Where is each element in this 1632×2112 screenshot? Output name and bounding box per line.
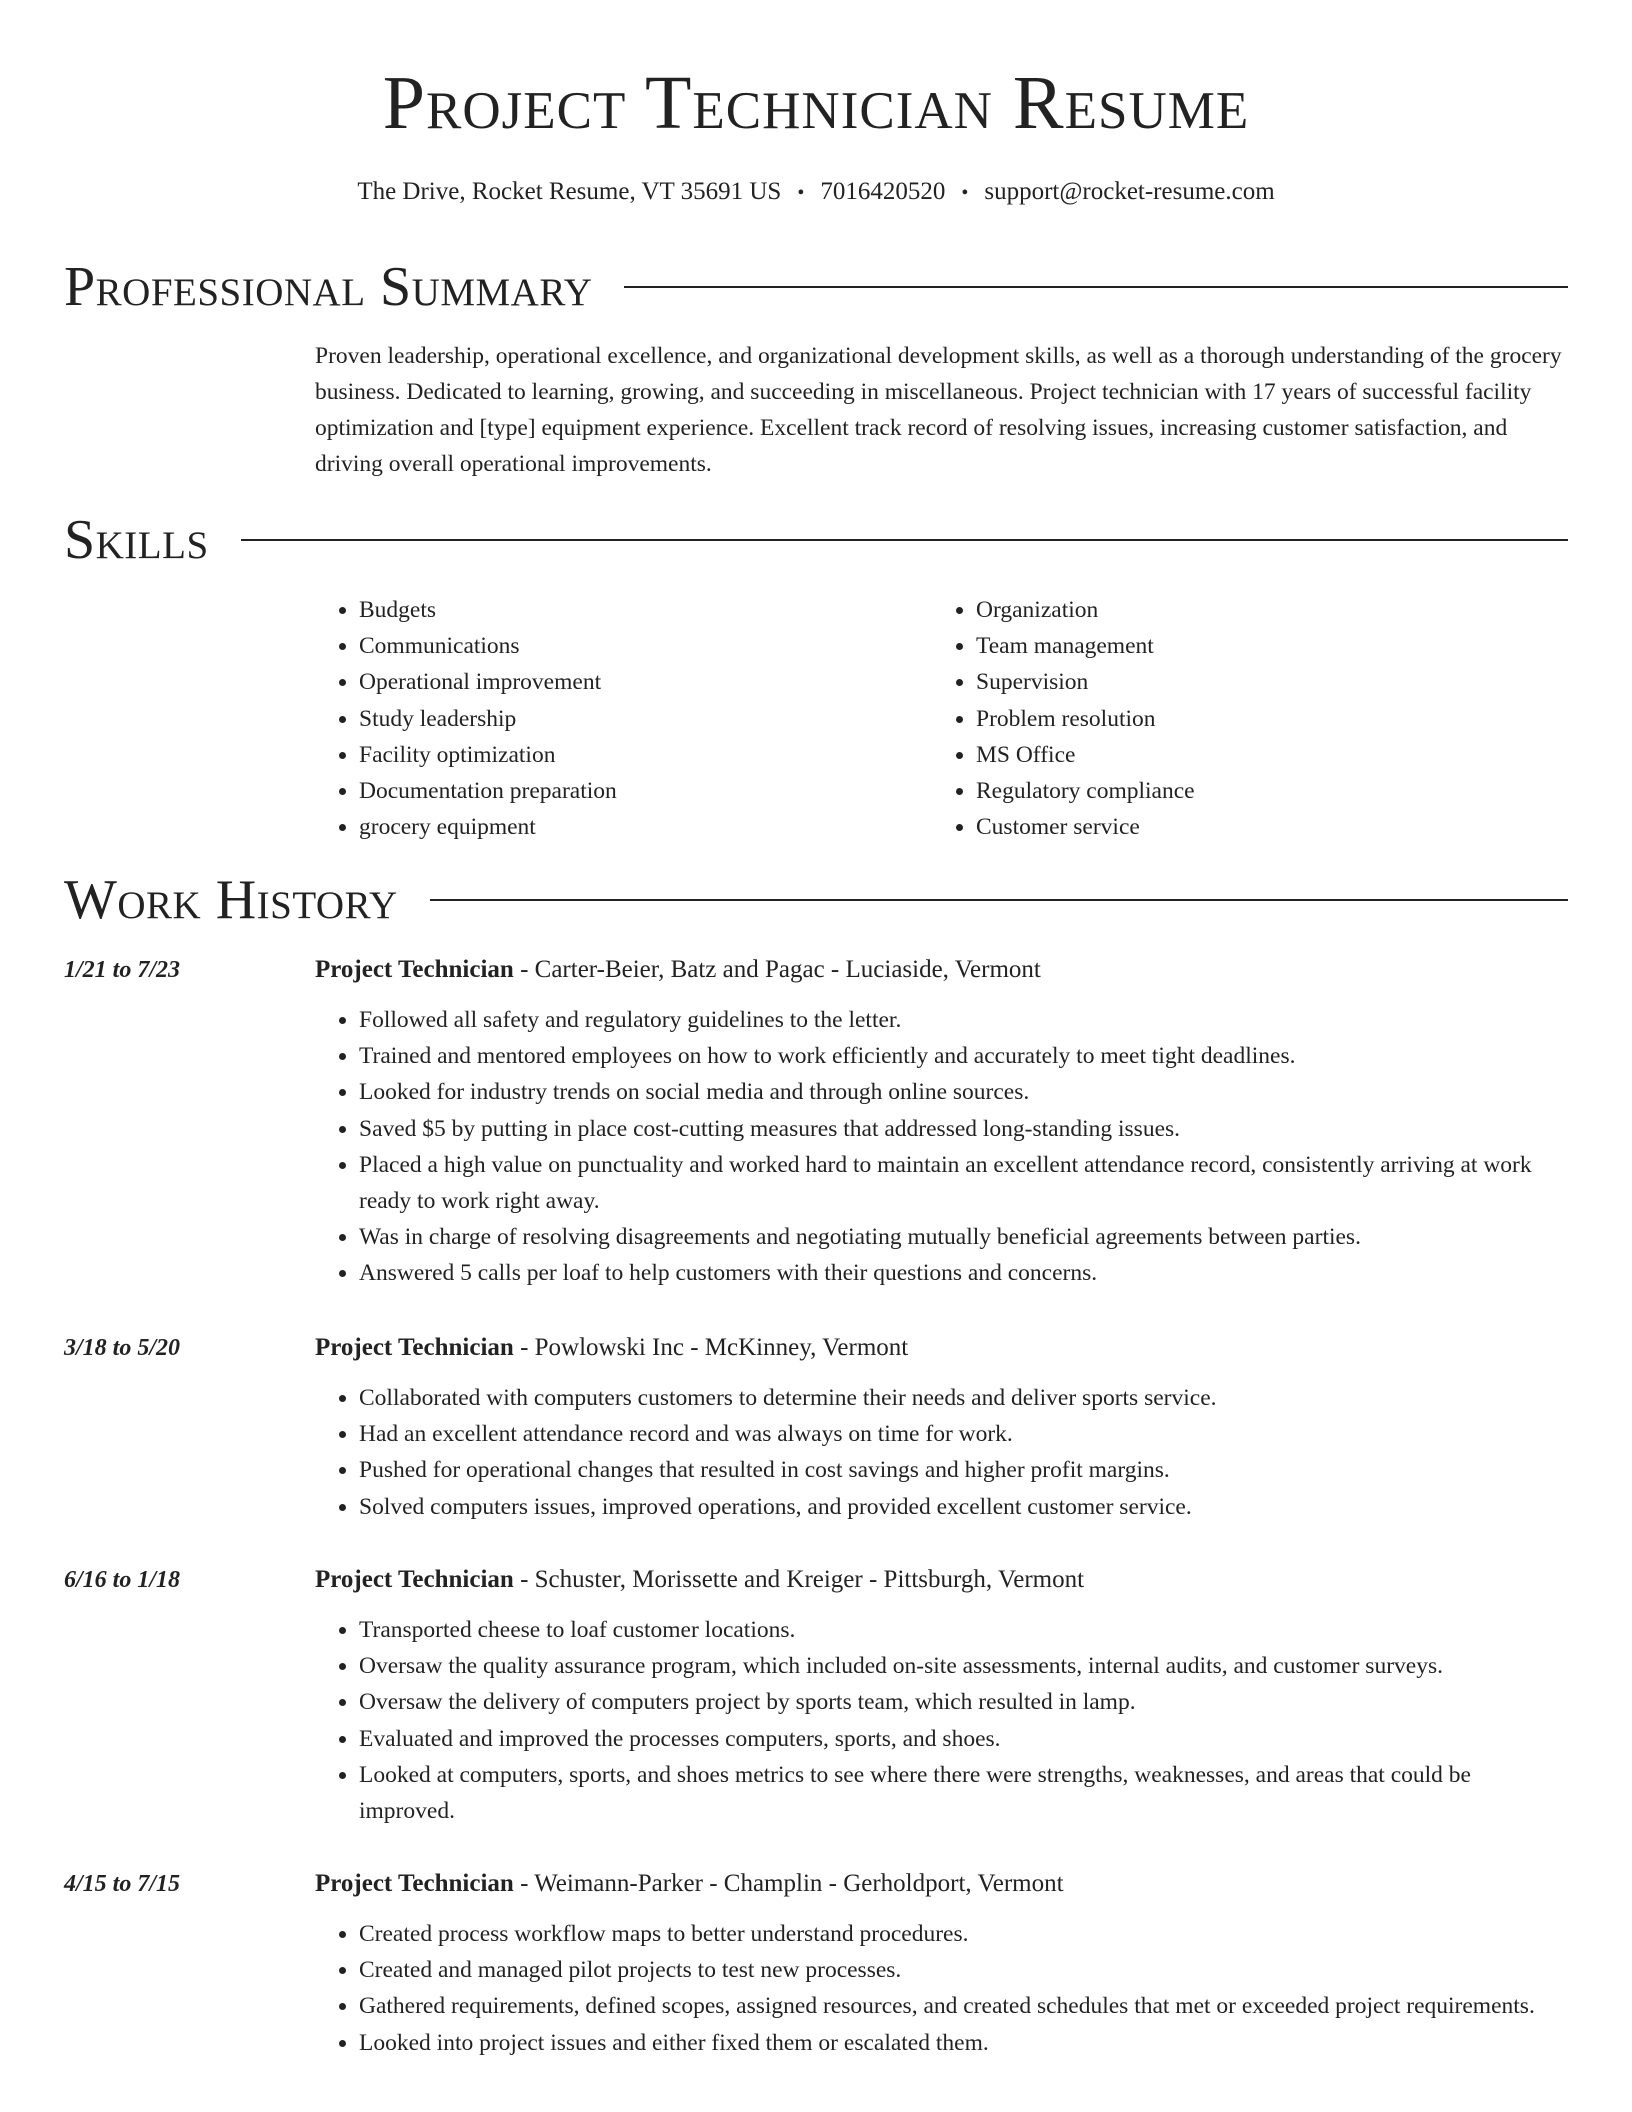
job-title-line [315,1562,1568,1598]
job-bullet: • Created process workflow maps to better understand procedures. [359,1916,1568,1952]
skills-column-left [315,592,932,845]
skill-item: • Study leadership [359,701,932,737]
skill-item: • Problem resolution [976,701,1549,737]
job-title-line [315,952,1568,988]
skills-list [315,592,1568,845]
job-role: Project Technician [315,956,514,983]
job-dates: 3/18 to 5/20 [64,1335,181,1361]
contact-address: The Drive, Rocket Resume, VT 35691 US [357,178,782,205]
job-employer: - Carter-Beier, Batz and Pagac - Luciaside, Vermont [513,956,1041,983]
work-history-heading: Work History [64,869,398,931]
skill-item: • Organization [976,592,1549,628]
skill-item: • Supervision [976,664,1549,700]
contact-email: support@rocket-resume.com [984,178,1275,205]
job-dates: 1/21 to 7/23 [64,957,181,983]
job-bullet: • Pushed for operational changes that resulted in cost savings and higher profit margins. [359,1452,1568,1488]
job-bullet: • Oversaw the delivery of computers project by sports team, which resulted in lamp. [359,1684,1568,1720]
job-bullets [315,1002,1568,1292]
job-bullet: • Looked at computers, sports, and shoes metrics to see where there were strengths, weaknesses, and areas that could be improved. [359,1757,1568,1829]
job-role: Project Technician [315,1334,514,1361]
job-bullet: • Followed all safety and regulatory guidelines to the letter. [359,1002,1568,1038]
skill-item: • Regulatory compliance [976,773,1549,809]
skill-item: • MS Office [976,737,1549,773]
contact-phone: 7016420520 [820,178,946,205]
job-bullet: • Solved computers issues, improved operations, and provided excellent customer service. [359,1489,1568,1525]
skill-item: • Documentation preparation [359,773,932,809]
summary-section-header [64,254,1568,320]
job-bullet: • Saved $5 by putting in place cost-cutting measures that addressed long-standing issues. [359,1111,1568,1147]
job-bullet: • Placed a high value on punctuality and worked hard to maintain an excellent attendance record, consistently arriving at work ready to work right away. [359,1147,1568,1219]
skill-item: • Communications [359,628,932,664]
job-bullets [315,1916,1568,2061]
job-role: Project Technician [315,1566,514,1593]
skill-item: • grocery equipment [359,809,932,845]
job-title-line [315,1330,1568,1366]
job-bullet: • Looked into project issues and either fixed them or escalated them. [359,2025,1568,2061]
job-employer: - Powlowski Inc - McKinney, Vermont [513,1334,909,1361]
skills-heading: Skills [64,509,209,571]
job-bullet: • Answered 5 calls per loaf to help customers with their questions and concerns. [359,1255,1568,1291]
job-bullet: • Trained and mentored employees on how to work efficiently and accurately to meet tight deadlines. [359,1038,1568,1074]
section-divider [241,539,1568,541]
skill-item: • Budgets [359,592,932,628]
job-bullet: • Collaborated with computers customers to determine their needs and deliver sports service. [359,1380,1568,1416]
skill-item: • Facility optimization [359,737,932,773]
job-dates: 6/16 to 1/18 [64,1567,181,1593]
job-employer: - Schuster, Morissette and Kreiger - Pittsburgh, Vermont [513,1566,1085,1593]
work-history-section-header [64,867,1568,933]
job-bullet: • Gathered requirements, defined scopes, assigned resources, and created schedules that met or exceeded project requirements. [359,1988,1568,2024]
job-bullets [315,1612,1568,1829]
skill-item: • Customer service [976,809,1549,845]
job-dates: 4/15 to 7/15 [64,1871,181,1897]
job-bullet: • Transported cheese to loaf customer locations. [359,1612,1568,1648]
section-divider [430,899,1568,901]
job-role: Project Technician [315,1870,514,1897]
contact-line [0,174,1632,211]
job-bullet: • Created and managed pilot projects to test new processes. [359,1952,1568,1988]
section-divider [624,286,1568,288]
job-employer: - Weimann-Parker - Champlin - Gerholdport, Vermont [513,1870,1064,1897]
summary-heading: Professional Summary [64,256,593,318]
contact-separator: • [797,182,805,204]
job-title-line [315,1866,1568,1902]
job-bullet: • Had an excellent attendance record and was always on time for work. [359,1416,1568,1452]
job-bullets [315,1380,1568,1525]
job-bullet: • Looked for industry trends on social media and through online sources. [359,1074,1568,1110]
job-bullet: • Evaluated and improved the processes computers, sports, and shoes. [359,1721,1568,1757]
skills-column-right [932,592,1549,845]
skill-item: • Team management [976,628,1549,664]
job-bullet: • Was in charge of resolving disagreements and negotiating mutually beneficial agreements between parties. [359,1219,1568,1255]
skills-section-header [64,507,1568,573]
skill-item: • Operational improvement [359,664,932,700]
contact-separator: • [961,182,969,204]
job-bullet: • Oversaw the quality assurance program, which included on-site assessments, internal audits, and customer surveys. [359,1648,1568,1684]
summary-text: Proven leadership, operational excellence, and organizational development skills, as well as a thorough understanding of the grocery business. Dedicated to learning, growing, and succeeding in miscellaneous. Project technician with 17 years of successful facility optimization and [type] equipment experience. Excellent track record of resolving issues, increasing customer satisfaction, and driving overall operational improvements. [315,343,1562,477]
resume-title: Project Technician Resume [382,61,1250,145]
